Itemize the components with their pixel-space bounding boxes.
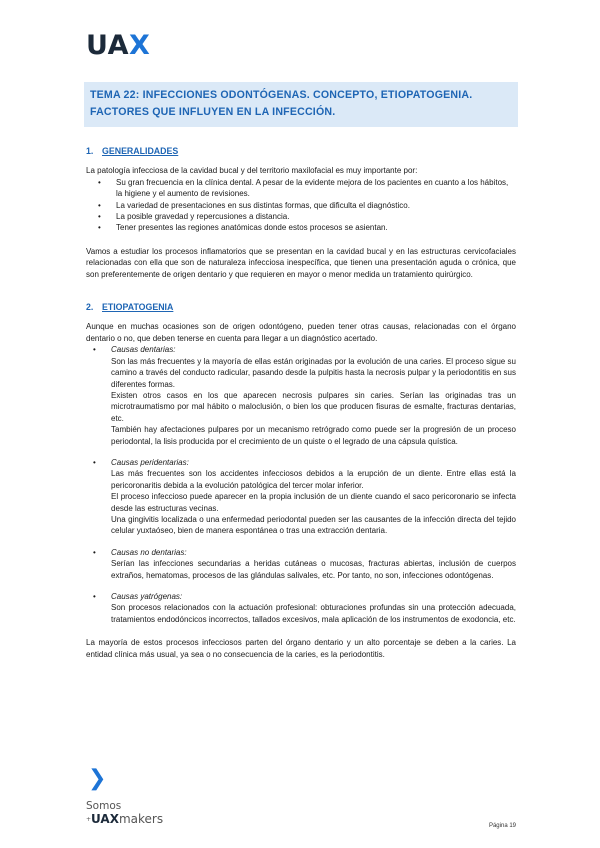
cause-paragraph: También hay afectaciones pulpares por un mecanismo retrógrado como puede ser la progresión de un proceso periodontal, la lisis producida por el crecimiento de un quiste o el legrado de una cápsula quística. [111,425,516,446]
uax-logo [86,30,150,61]
list-item: • Su gran frecuencia en la clínica dental. A pesar de la evidente mejora de los pacientes en cuanto a los hábitos, la higiene y el aumento de revisiones. [86,177,516,200]
cause-title: • Causas dentarias: [86,344,516,355]
title-line-2: FACTORES QUE INFLUYEN EN LA INFECCIÓN. [90,106,336,118]
section2-intro: Aunque en muchas ocasiones son de origen odontógeno, pueden tener otras causas, relacionadas con el órgano dentario o no, que deben tenerse en cuenta para llegar a un diagnóstico acertado. [86,322,516,343]
document-content [86,146,516,660]
section1-bullet-list [86,177,516,234]
list-item: • La variedad de presentaciones en sus distintas formas, que dificulta el diagnóstico. [86,200,516,211]
section-number: 2. [86,302,94,313]
logo-accent: X [129,30,151,61]
cause-yatrogenas [86,591,516,625]
section-heading-text: GENERALIDADES [102,146,179,156]
cause-paragraph: Son procesos relacionados con la actuación profesional: obturaciones profundas sin una protección adecuada, tratamientos endodóncicos incorrectos, tallados excesivos, mala aplicación de los instrumentos de exodoncia, etc. [111,603,516,624]
section-heading-etiopatogenia [86,302,516,313]
footer-brand-line [86,813,163,826]
footer-brand [86,800,163,826]
list-item: • La posible gravedad y repercusiones a distancia. [86,211,516,222]
footer-prefix: + [86,816,92,823]
title-line-1: TEMA 22: INFECCIONES ODONTÓGENAS. CONCEPTO, ETIOPATOGENIA. [90,89,473,101]
section2-closing: La mayoría de estos procesos infecciosos parten del órgano dentario y un alto porcentaje se deben a la caries. La entidad clínica más usual, ya sea o no consecuencia de la caries, es la periodontitis. [86,638,516,659]
causes-list [86,344,516,625]
section-number: 1. [86,146,94,156]
cause-paragraph: Una gingivitis localizada o una enfermedad periodontal pueden ser las causantes de la infección directa del tejido celular yuxtaóseo, bien de manera espontánea o tras una extracción dentaria. [111,514,516,536]
list-item: • Tener presentes las regiones anatómicas donde estos procesos se asientan. [86,222,516,233]
footer-tagline: Somos [86,800,122,812]
section-heading-text: ETIOPATOGENIA [102,302,174,313]
cause-title: • Causas no dentarias: [86,547,516,558]
cause-paragraph: Son las más frecuentes y la mayoría de ellas están originadas por la evolución de una caries. El proceso sigue su camino a través del conducto radicular, pasando desde la pulpitis hasta la necrosis pulpar y la periodontitis en sus diferentes formas. [111,356,516,389]
page-number: Página 19 [488,823,516,829]
cause-title: • Causas yatrógenas: [86,591,516,602]
cause-paragraph: Serían las infecciones secundarias a heridas cutáneas o mucosas, fracturas abiertas, inclusión de cuerpos extraños, hematomas, procesos de las glándulas salivales, etc. Por tanto, no son, infecciones odontógenas. [111,559,516,580]
footer-brand-uax: UAX [91,812,119,826]
cause-peridentarias [86,457,516,537]
cause-dentarias [86,344,516,447]
section1-intro: La patología infecciosa de la cavidad bucal y del territorio maxilofacial es muy importante por: [86,166,418,176]
section-heading-generalidades [86,146,516,157]
cause-title: • Causas peridentarias: [86,457,516,468]
footer-brand-makers: makers [118,812,164,826]
topic-title-box [84,82,518,127]
chevron-right-icon: ❯ [88,766,107,791]
cause-no-dentarias [86,547,516,581]
cause-paragraph: Las más frecuentes son los accidentes infecciosos debidos a la erupción de un diente. Entre ellas está la pericoronaritis debida a la evolución patológica del tercer molar inferior. [111,469,516,490]
cause-paragraph: Existen otros casos en los que aparecen necrosis pulpares sin caries. Serían las originadas tras un microtraumatismo por mal hábito o maloclusión, o bien los que producen fisuras de esmalte, fracturas dentarias, etc. [111,390,516,423]
section1-paragraph: Vamos a estudiar los procesos inflamatorios que se presentan en la cavidad bucal y en las estructuras cervicofaciales relacionadas con ella que son de naturaleza infecciosa inespecífica, que tienen una presentación aguda o crónica, que son preferentemente de origen dentario y que requieren en mayor o menor medida un tratamiento quirúrgico. [86,246,516,279]
cause-paragraph: El proceso infeccioso puede aparecer en la propia inclusión de un diente cuando el saco pericoronario se infecta desde las estructuras vecinas. [111,492,516,513]
logo-main: UA [86,30,129,61]
